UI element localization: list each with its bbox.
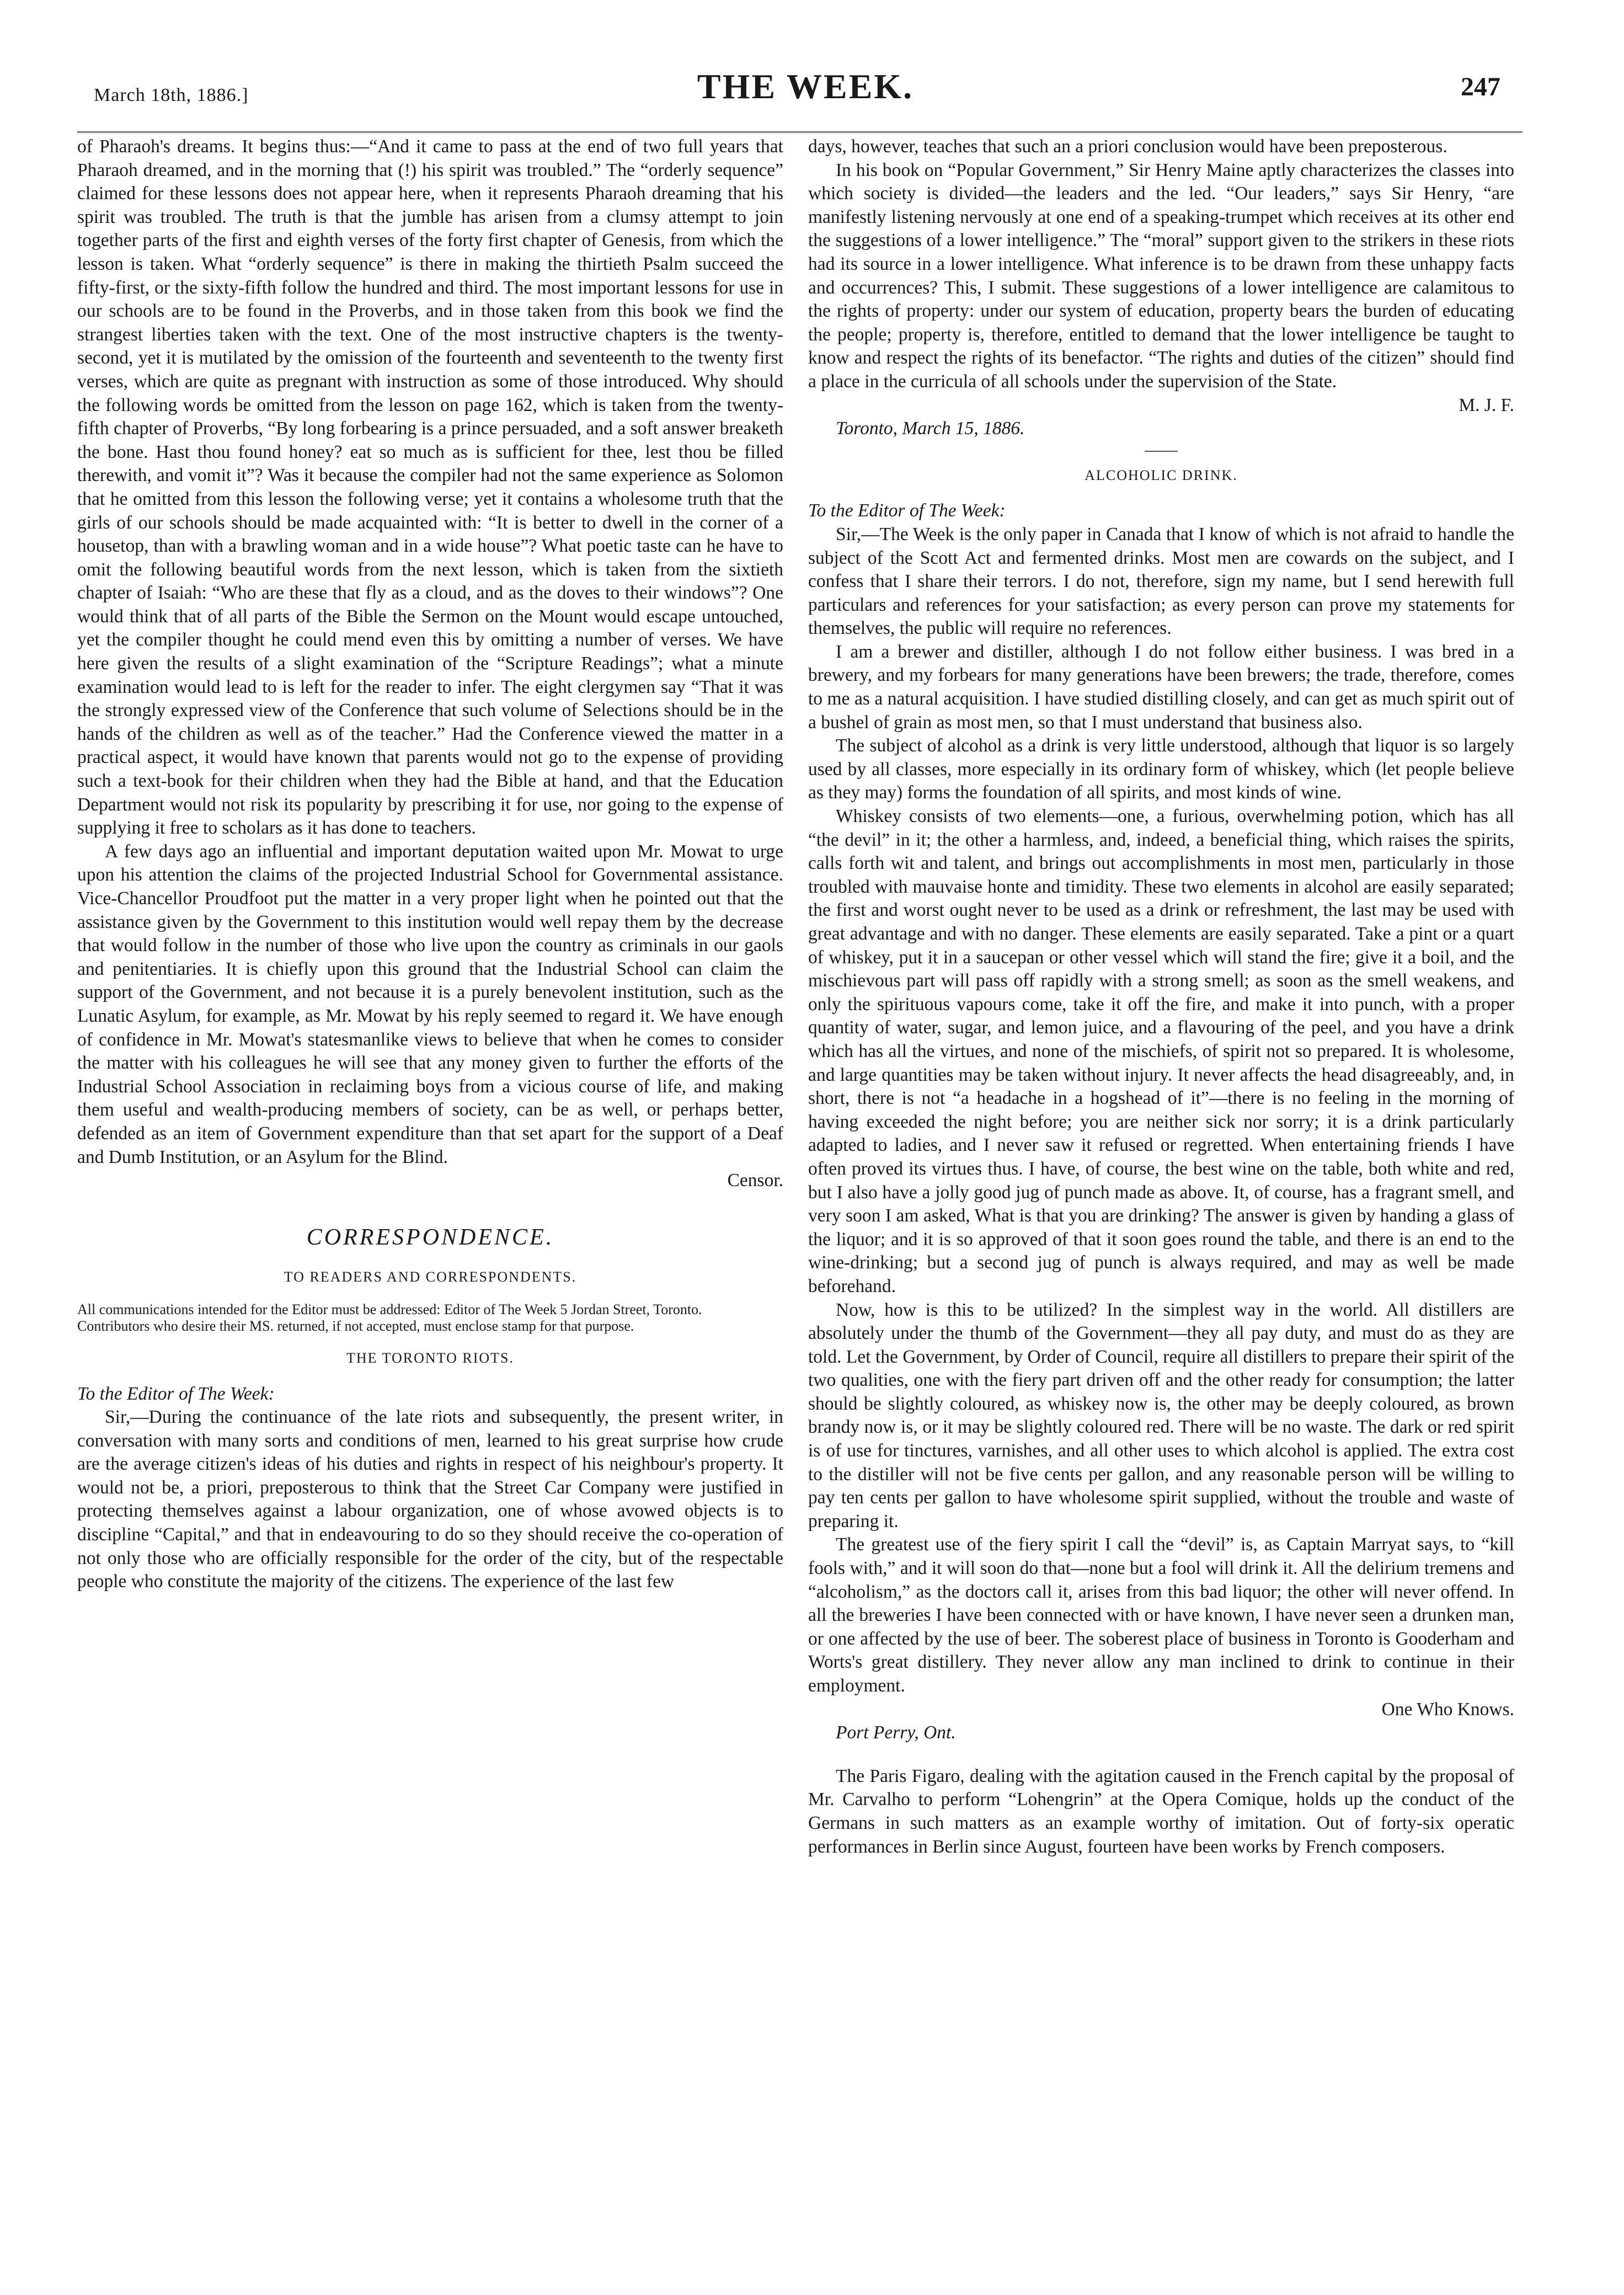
editor-address-notice: All communications intended for the Editor must be addressed: Editor of The Week 5 Jordan Street, Toronto. xyxy=(77,1301,702,1317)
drink-paragraph-4: Whiskey consists of two elements—one, a furious, overwhelming potion, which has all “the devil” in it; the other a harmless, and, indeed, a beneficial thing, which raises the spirits, calls forth wit and talent, and brings out accomplishments in most men, particularly in those troubled with mauvaise honte and timidity. These two elements in alcohol are easily separated; the first and worst ought never to be used as a drink or refreshment, the last may be used with great advantage and with no danger. These elements are easily separated. Take a pint or a quart of whiskey, put it in a saucepan or other vessel which will stand the fire; give it a boil, and the mischievous part will pass off rapidly with a strong smell; as soon as the smell weakens, and only the spirituous vapours come, take it off the fire, and make it into punch, with a proper quantity of water, sugar, and lemon juice, and a flavouring of the peel, and you have a drink which has all the virtues, and none of the mischiefs, of spirit not so prepared. It is wholesome, and large quantities may be taken without injury. It never affects the head disagreeably, and, in short, there is not “a headache in a hogshead of it”—there is no feeling in the morning of having exceeded the night before; you are neither sick nor sorry; it is a drink particularly adapted to ladies, and I never saw it refused or regretted. When entertaining friends I have often proved its virtues thus. I have, of course, the best wine on the table, both white and red, but I also have a jolly good jug of punch made as above. It, of course, has a fragrant smell, and very soon I am asked, What is that you are drinking? The answer is given by handing a glass of the liquor; and it is so approved of that it soon goes round the table, and there is an end to the wine-drinking; but a second jug of punch is always required, and may as well be made beforehand. xyxy=(808,806,1514,1296)
drink-paragraph-1: Sir,—The Week is the only paper in Canada that I know of which is not afraid to handle the subject of the Scott Act and fermented drinks. Most men are cowards on the subject, and I confess that I share their terrors. I do not, therefore, sign my name, but I send herewith full particulars and references for your satisfaction; as every person can prove my statements for themselves, the public will require no references. xyxy=(808,524,1514,639)
industrial-school-paragraph: A few days ago an influential and important deputation waited upon Mr. Mowat to urge upon his attention the claims of the projected Industrial School for Governmental assistance. Vice-Chancellor Proudfoot put the matter in a very proper light when he pointed out that the assistance given by the Government to this institution would well repay them by the decrease that would follow in the number of those who live upon the country as criminals in our gaols and penitentiaries. It is chiefly upon this ground that the Industrial School can claim the support of the Government, and not because it is a purely benevolent institution, such as the Lunatic Asylum, for example, as Mr. Mowat by his reply seemed to regard it. We have enough of confidence in Mr. Mowat's statesmanlike views to believe that when he comes to consider the matter with his colleagues he will see that any money given to further the efforts of the Industrial School Association in reclaiming boys from a vicious course of life, and making them useful and wealth-producing members of society, can be as well, or perhaps better, defended as an item of Government expenditure than that set apart for the support of a Deaf and Dumb Institution, or an Asylum for the Blind. xyxy=(77,841,783,1167)
correspondence-heading: CORRESPONDENCE. xyxy=(306,1224,554,1250)
bible-lessons-paragraph: of Pharaoh's dreams. It begins thus:—“And it came to pass at the end of two full years that Pharaoh dreamed, and in the morning that (!) his spirit was troubled.” The “orderly sequence” claimed for these lessons does not appear here, when it represents Pharaoh dreaming that his spirit was troubled. The truth is that the jumble has arisen from a clumsy attempt to join together parts of the first and eighth verses of the forty first chapter of Genesis, from which the lesson is taken. What “orderly sequence” is there in making the thirtieth Psalm succeed the fifty-first, or the sixty-fifth follow the hundred and third. The most important lessons for use in our schools are to be found in the Proverbs, and in those taken from this book we find the strangest liberties taken with the text. One of the most instructive chapters is the twenty-second, yet it is mutilated by the omission of the fourteenth and seventeenth to the twenty first verses, which are quite as pregnant with instruction as some of those introduced. Why should the following words be omitted from the lesson on page 162, which is taken from the twenty-fifth chapter of Proverbs, “By long forbearing is a prince persuaded, and a soft answer breaketh the bone. Hast thou found honey? eat so much as is sufficient for thee, lest thou be filled therewith, and vomit it”? Was it because the compiler had not the same experience as Solomon that he omitted from this lesson the following verse; yet it contains a wholesome truth that the girls of our schools should be made acquainted with: “It is better to dwell in the corner of a housetop, than with a brawling woman and in a wide house”? What poetic taste can he have to omit the following beautiful words from the next lesson, which is taken from the sixtieth chapter of Isaiah: “Who are these that fly as a cloud, and as the doves to their windows”? One would think that of all parts of the Bible the Sermon on the Mount would escape untouched, yet the compiler thought he could mend even this by omitting a number of verses. We have here given the results of a slight examination of the “Scripture Readings”; what a minute examination would lead to is left for the reader to infer. The eight clergymen say “That it was the strongly expressed view of the Conference that such volume of Selections should be in the hands of the children as well as of the teacher.” Had the Conference viewed the matter in a practical aspect, it would have known that parents would not go to the expense of providing such a text-book for their children when they had the Bible at hand, and that the Education Department would not risk its popularity by prescribing it for use, nor going to the expense of supplying it free to scholars as it has done to teachers. xyxy=(77,136,783,839)
readers-heading: TO READERS AND CORRESPONDENTS. xyxy=(284,1269,577,1285)
drink-signature: One Who Knows. xyxy=(1381,1699,1514,1720)
page-number: 247 xyxy=(1461,72,1500,102)
drink-paragraph-6: The greatest use of the fiery spirit I call the “devil” is, as Captain Marryat says, to “kill fools with,” and it will soon do that—none but a fool will drink it. All the delirium tremens and “alcoholism,” as the doctors call it, arises from this bad liquor; the other will never offend. In all the breweries I have been connected with or have known, I have never seen a drunken man, or one affected by the use of beer. The soberest place of business in Toronto is Gooderham and Worts's great distillery. They never allow any man inclined to drink to continue in their employment. xyxy=(808,1534,1514,1696)
censor-signature: Censor. xyxy=(727,1170,783,1191)
right-column xyxy=(808,135,1514,1859)
drink-salutation: To the Editor of The Week: xyxy=(808,500,1006,521)
drink-paragraph-5: Now, how is this to be utilized? In the simplest way in the world. All distillers are absolutely under the thumb of the Government—they all pay duty, and must do as they are told. Let the Government, by Order of Council, require all distillers to prepare their spirit of the two qualities, one with the fiery part driven off and the other ready for consumption; the latter should be slightly coloured, as whiskey now is, the other may be deeply coloured, as brown brandy now is, or it may be slightly coloured red. There will be no waste. The dark or red spirit is of use for tinctures, varnishes, and all other uses to which alcohol is applied. The extra cost to the distiller will not be five cents per gallon, and any reasonable person will be willing to pay ten cents per gallon to have wholesome spirit supplied, without the trouble and waste of preparing it. xyxy=(808,1299,1514,1531)
drink-paragraph-2: I am a brewer and distiller, although I do not follow either business. I was bred in a brewery, and my forbears for many generations have been brewers; the trade, therefore, comes to me as a natural acquisition. I have studied distilling closely, and can get as much spirit out of a bushel of grain as most men, so that I must understand that business also. xyxy=(808,641,1514,733)
riots-paragraph-1: Sir,—During the continuance of the late riots and subsequently, the present writer, in conversation with many sorts and conditions of men, learned to his great surprise how crude are the average citizen's ideas of his duties and rights in respect of his neighbour's property. It would not be, a priori, preposterous to think that the Street Car Company were justified in protecting themselves against a labour organization, one of whose avowed objects is to discipline “Capital,” and that in endeavouring to do so they should receive the co-operation of not only those who are officially responsible for the order of the city, but of the respectable people who constitute the majority of the citizens. The experience of the last few xyxy=(77,1407,783,1592)
riots-continuation: days, however, teaches that such an a priori conclusion would have been preposterous. xyxy=(808,136,1447,157)
riots-salutation: To the Editor of The Week: xyxy=(77,1383,275,1404)
contributors-notice: Contributors who desire their MS. returned, if not accepted, must enclose stamp for that purpose. xyxy=(77,1317,634,1334)
riots-dateline: Toronto, March 15, 1886. xyxy=(836,418,1025,439)
figaro-paragraph: The Paris Figaro, dealing with the agitation caused in the French capital by the proposal of Mr. Carvalho to perform “Lohengrin” at the Opera Comique, holds up the conduct of the Germans in such matters as an example worthy of imitation. Out of forty-six operatic performances in Berlin since August, fourteen have been works by French composers. xyxy=(808,1765,1514,1857)
section-divider xyxy=(1145,451,1178,452)
masthead-rule xyxy=(77,131,1522,133)
riots-signature: M. J. F. xyxy=(1459,394,1514,415)
publication-title: THE WEEK. xyxy=(697,67,914,106)
alcoholic-drink-heading: ALCOHOLIC DRINK. xyxy=(1085,467,1238,483)
drink-dateline: Port Perry, Ont. xyxy=(836,1722,956,1743)
issue-date: March 18th, 1886.] xyxy=(94,85,249,105)
masthead xyxy=(94,66,1517,132)
drink-paragraph-3: The subject of alcohol as a drink is very little understood, although that liquor is so largely used by all classes, more especially in its ordinary form of whiskey, which (let people believe as they may) forms the foundation of all spirits, and most kinds of wine. xyxy=(808,735,1514,803)
spacer xyxy=(808,1745,1514,1765)
left-column xyxy=(77,135,783,1594)
toronto-riots-heading: THE TORONTO RIOTS. xyxy=(346,1349,514,1366)
riots-paragraph-2: In his book on “Popular Government,” Sir Henry Maine aptly characterizes the classes into which society is divided—the leaders and the led. “Our leaders,” says Sir Henry, “are manifestly listening nervously at one end of a speaking-trumpet which receives at its other end the suggestions of a lower intelligence.” The “moral” support given to the strikers in these riots had its source in a lower intelligence. What inference is to be drawn from these unhappy facts and occurrences? This, I submit. These suggestions of a lower intelligence are calamitous to the rights of property: under our system of education, property bears the burden of educating the people; property is, therefore, entitled to demand that the lower intelligence be taught to know and respect the rights of its benefactor. “The rights and duties of the citizen” should find a place in the curricula of all schools under the supervision of the State. xyxy=(808,159,1514,392)
